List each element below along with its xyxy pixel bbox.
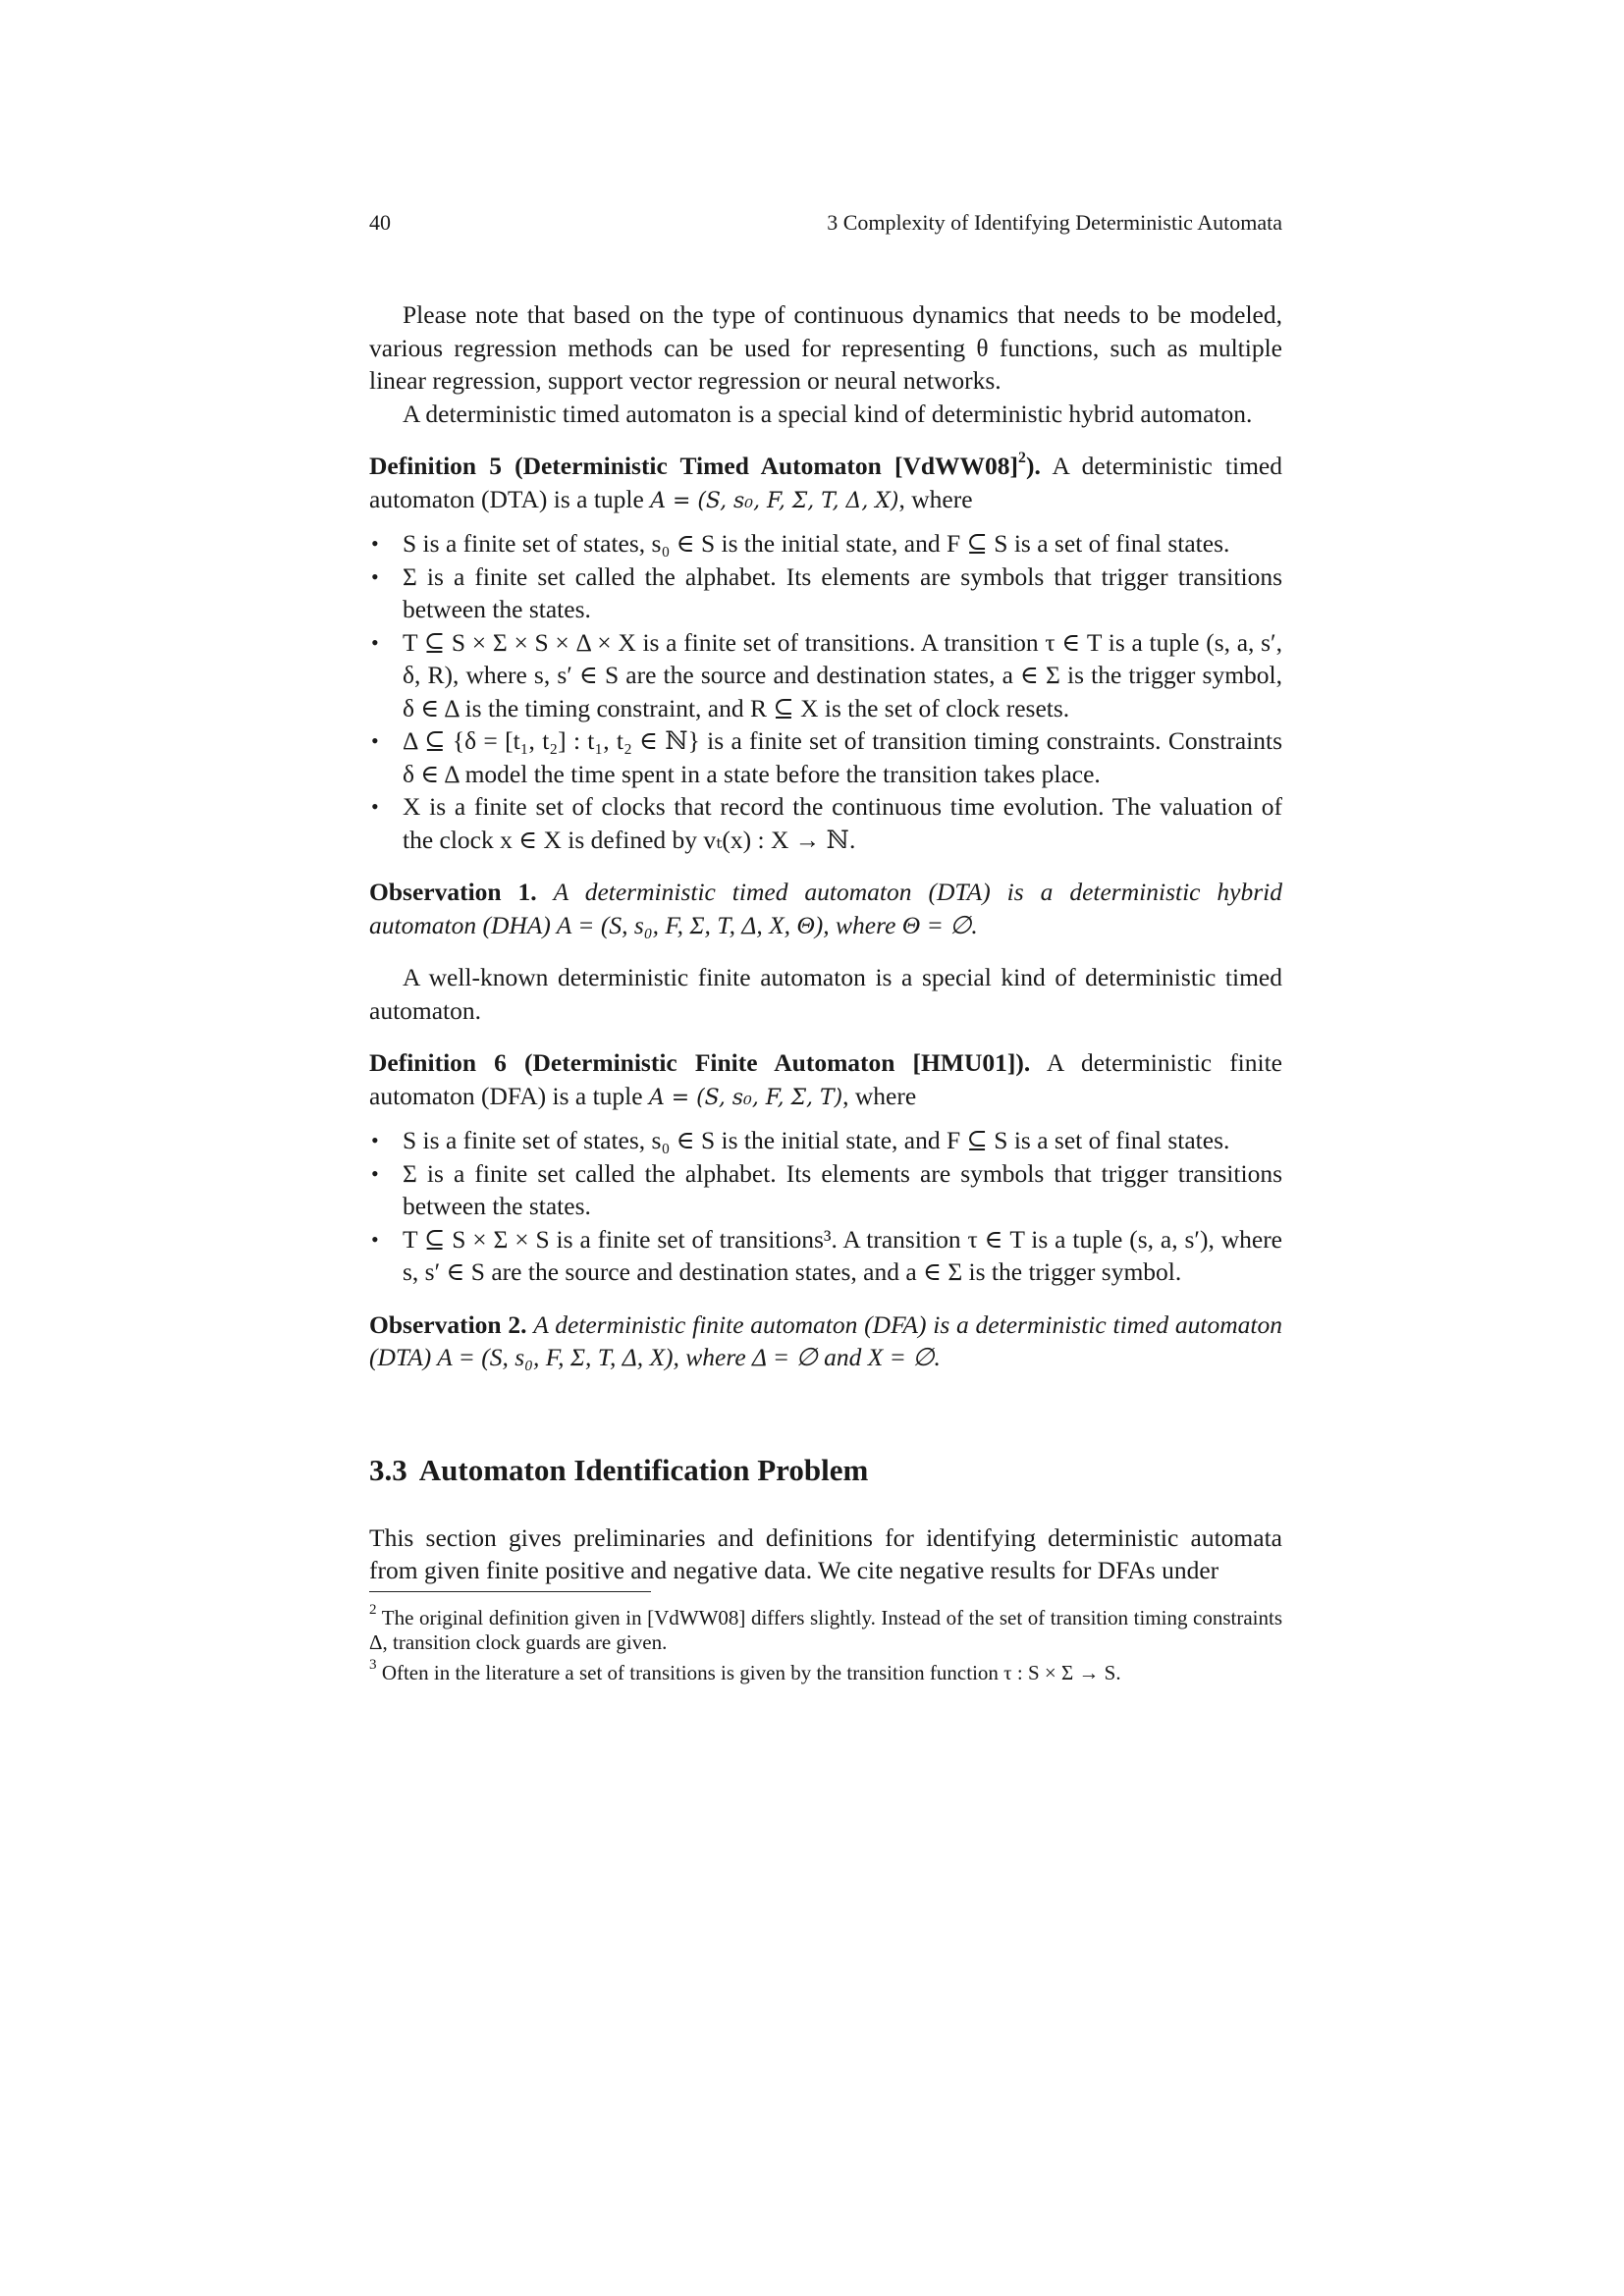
- observation-1-label: Observation 1.: [369, 878, 537, 906]
- page-body: [369, 298, 1282, 1691]
- list-item: • T ⊆ S × Σ × S is a finite set of transitions³. A transition τ ∈ T is a tuple (s, a, s′), where s, s′ ∈ S are the source and destination states, and a ∈ Σ is the trigger symbol.: [369, 1223, 1282, 1289]
- definition-6-list: [369, 1124, 1282, 1289]
- intro-paragraph-1: Please note that based on the type of continuous dynamics that needs to be modeled, various regression methods can be used for representing θ functions, such as multiple linear regression, support vector regression or neural networks.: [369, 300, 1282, 395]
- list-item: • S is a finite set of states, s₀ ∈ S is the initial state, and F ⊆ S is a set of final states.: [369, 1124, 1282, 1157]
- section-number: 3.3: [369, 1452, 407, 1487]
- list-item: • S is a finite set of states, s₀ ∈ S is the initial state, and F ⊆ S is a set of final states.: [369, 527, 1282, 561]
- list-item: • Δ ⊆ {δ = [t₁, t₂] : t₁, t₂ ∈ ℕ} is a finite set of transition timing constraints. Constraints δ ∈ Δ model the time spent in a state before the transition takes place.: [369, 724, 1282, 790]
- section-heading: [369, 1451, 1282, 1490]
- definition-6-tuple: A = (S, s₀, F, Σ, T): [648, 1085, 843, 1110]
- intro-paragraph-2: A deterministic timed automaton is a special kind of deterministic hybrid automaton.: [403, 399, 1253, 428]
- observation-2-text: A deterministic finite automaton (DFA) is a deterministic timed automaton (DTA) A = (S, s₀, F, Σ, T, Δ, X), where Δ = ∅ and X = ∅.: [369, 1309, 1283, 1371]
- definition-6: Definition 6 (Deterministic Finite Automaton [HMU01]). A deterministic finite automaton (DFA) is a tuple A = (S, s₀, F, Σ, T), where: [369, 1048, 1283, 1110]
- list-item: • Σ is a finite set called the alphabet. Its elements are symbols that trigger transitions between the states.: [369, 1157, 1282, 1223]
- observation-1-text: A deterministic timed automaton (DTA) is a deterministic hybrid automaton (DHA) A = (S, s₀, F, Σ, T, Δ, X, Θ), where Θ = ∅.: [369, 878, 1283, 939]
- footnote-3: $^3$ Often in the literature a set of transitions is given by the transition function τ : S × Σ → S.: [369, 1657, 1121, 1684]
- footnote-rule: [369, 1591, 651, 1592]
- observation-2-label: Observation 2.: [369, 1309, 527, 1339]
- definition-5: Definition 5 (Deterministic Timed Automaton [VdWW08]$^2$). A deterministic timed automaton (DTA) is a tuple A = (S, s₀, F, Σ, T, Δ, X), where: [369, 450, 1282, 513]
- footnote-2: $^2$ The original definition given in [VdWW08] differs slightly. Instead of the set of transition timing constraints Δ, transition clock guards are given.: [369, 1602, 1283, 1654]
- observation-2: [369, 1308, 1282, 1374]
- list-item: • Σ is a finite set called the alphabet. Its elements are symbols that trigger transitions between the states.: [369, 561, 1282, 626]
- section-title: Automaton Identification Problem: [418, 1452, 869, 1487]
- running-title: 3 Complexity of Identifying Deterministic Automata: [827, 210, 1282, 235]
- definition-5-tuple: A = (S, s₀, F, Σ, T, Δ, X): [650, 488, 899, 513]
- definition-5-label: Definition 5 (Deterministic Timed Automaton [VdWW08]$^2$).: [369, 450, 1041, 480]
- definition-6-label: Definition 6 (Deterministic Finite Automaton [HMU01]).: [369, 1048, 1031, 1077]
- page-number: 40: [369, 210, 391, 235]
- definition-6-intro: A deterministic finite automaton (DFA) is a tuple: [369, 1048, 1283, 1110]
- list-item: • T ⊆ S × Σ × S × Δ × X is a finite set of transitions. A transition τ ∈ T is a tuple (s, a, s′, δ, R), where s, s′ ∈ S are the source and destination states, a ∈ Σ is the trigger symbol, δ ∈ Δ is the timing constraint, and R ⊆ X is the set of clock resets.: [369, 626, 1282, 725]
- list-item: • X is a finite set of clocks that record the continuous time evolution. The valuation of the clock x ∈ X is defined by vₜ(x) : X → ℕ.: [369, 790, 1282, 856]
- definition-5-list: [369, 527, 1282, 856]
- section-paragraph: This section gives preliminaries and definitions for identifying deterministic automata from given finite positive and negative data. We cite negative results for DFAs under: [369, 1522, 1282, 1584]
- transition-paragraph: A well-known deterministic finite automaton is a special kind of deterministic timed automaton.: [369, 963, 1282, 1025]
- observation-1: [369, 876, 1282, 941]
- definition-5-intro: A deterministic timed automaton (DTA) is a tuple: [369, 452, 1282, 513]
